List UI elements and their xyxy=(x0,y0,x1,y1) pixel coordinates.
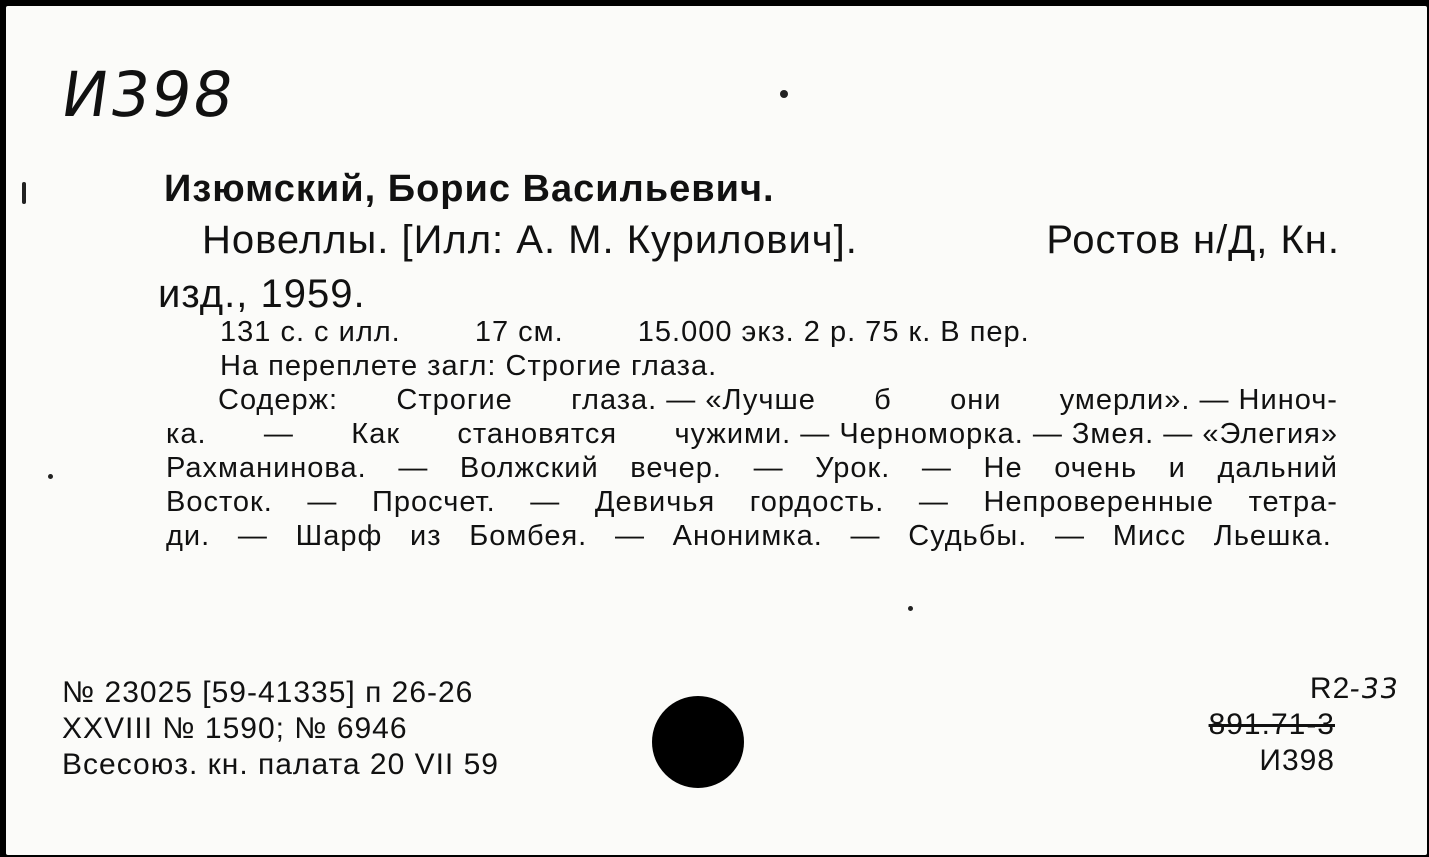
contents-word: Просчет. xyxy=(372,486,496,518)
contents-word: — xyxy=(237,520,268,552)
contents-word: дальний xyxy=(1217,452,1338,484)
pages: 131 с. с илл. xyxy=(220,316,401,348)
contents-line-5 xyxy=(166,520,1332,553)
contents-word: — xyxy=(263,418,294,450)
footer-record: XXVIII № 1590; № 6946 xyxy=(62,712,408,745)
contents-word: тетра- xyxy=(1248,486,1338,518)
contents-word: — xyxy=(753,452,784,484)
physical-description xyxy=(220,316,1030,349)
classification-main: R2 xyxy=(1309,672,1351,705)
contents-word: Шарф xyxy=(295,520,383,552)
contents-word: вечер. xyxy=(630,452,722,484)
contents-word: Содерж: xyxy=(218,384,339,416)
classification-code xyxy=(1309,672,1402,706)
contents-word: очень xyxy=(1054,452,1138,484)
handwritten-suffix: -33 xyxy=(1347,672,1402,705)
ink-speck xyxy=(908,606,913,611)
contents-line-2 xyxy=(166,418,1338,451)
contents-line-4 xyxy=(166,486,1338,519)
contents-word: Девичья xyxy=(594,486,716,518)
catalog-card xyxy=(6,6,1427,855)
ink-speck xyxy=(48,474,53,479)
contents-word: Судьбы. xyxy=(908,520,1028,552)
contents-word: Не xyxy=(983,452,1023,484)
contents-word: — xyxy=(921,452,952,484)
size: 17 см. xyxy=(474,316,564,348)
contents-word: Мисс xyxy=(1112,520,1187,552)
contents-word: чужими. — Черноморка. — Змея. — «Элегия» xyxy=(674,418,1338,450)
contents-line-3 xyxy=(166,452,1338,485)
contents-word: — xyxy=(398,452,429,484)
contents-word: Льешка. xyxy=(1213,520,1332,552)
contents-word: из xyxy=(410,520,442,552)
edition-price: 15.000 экз. 2 р. 75 к. В пер. xyxy=(637,316,1030,348)
contents-word: — xyxy=(530,486,561,518)
imprint-place: Ростов н/Д, Кн. xyxy=(1046,218,1340,262)
punch-hole xyxy=(652,696,744,788)
contents-word: они xyxy=(950,384,1002,416)
contents-word: Строгие xyxy=(396,384,513,416)
struck-classification: 891.71-3 xyxy=(1208,708,1335,741)
footer-chamber: Всесоюз. кн. палата 20 VII 59 xyxy=(62,748,499,781)
ink-speck xyxy=(780,90,788,98)
contents-word: умерли». — Ниноч- xyxy=(1059,384,1338,416)
contents-word: Волжский xyxy=(459,452,599,484)
contents-word: — xyxy=(918,486,949,518)
footer-registration: № 23025 [59-41335] п 26-26 xyxy=(62,676,474,709)
contents-word: гордость. xyxy=(749,486,885,518)
contents-word: ди. xyxy=(166,520,211,552)
imprint-continued: изд., 1959. xyxy=(158,272,366,316)
contents-word: ка. xyxy=(166,418,207,450)
handwritten-call-number: И398 xyxy=(56,58,240,131)
contents-word: Непроверенные xyxy=(983,486,1214,518)
contents-word: Рахманинова. xyxy=(166,452,367,484)
contents-word: становятся xyxy=(457,418,618,450)
contents-word: Восток. xyxy=(166,486,273,518)
contents-word: глаза. — «Лучше xyxy=(571,384,816,416)
contents-word: — xyxy=(1055,520,1085,552)
call-number: И398 xyxy=(1259,744,1335,777)
title-text: Новеллы. [Илл: А. М. Курилович]. xyxy=(202,218,858,262)
contents-word: б xyxy=(874,384,892,416)
contents-line-1 xyxy=(218,384,1338,417)
cover-title-note: На переплете загл: Строгие глаза. xyxy=(220,350,718,382)
ink-mark xyxy=(22,182,26,204)
contents-word: Как xyxy=(351,418,401,450)
contents-word: Анонимка. xyxy=(672,520,823,552)
contents-word: Бомбея. xyxy=(469,520,588,552)
author-heading: Изюмский, Борис Васильевич. xyxy=(164,168,775,210)
contents-word: — xyxy=(850,520,881,552)
contents-word: Урок. xyxy=(815,452,891,484)
contents-word: и xyxy=(1168,452,1186,484)
title-line xyxy=(202,218,1340,263)
contents-word: — xyxy=(307,486,338,518)
contents-word: — xyxy=(614,520,645,552)
